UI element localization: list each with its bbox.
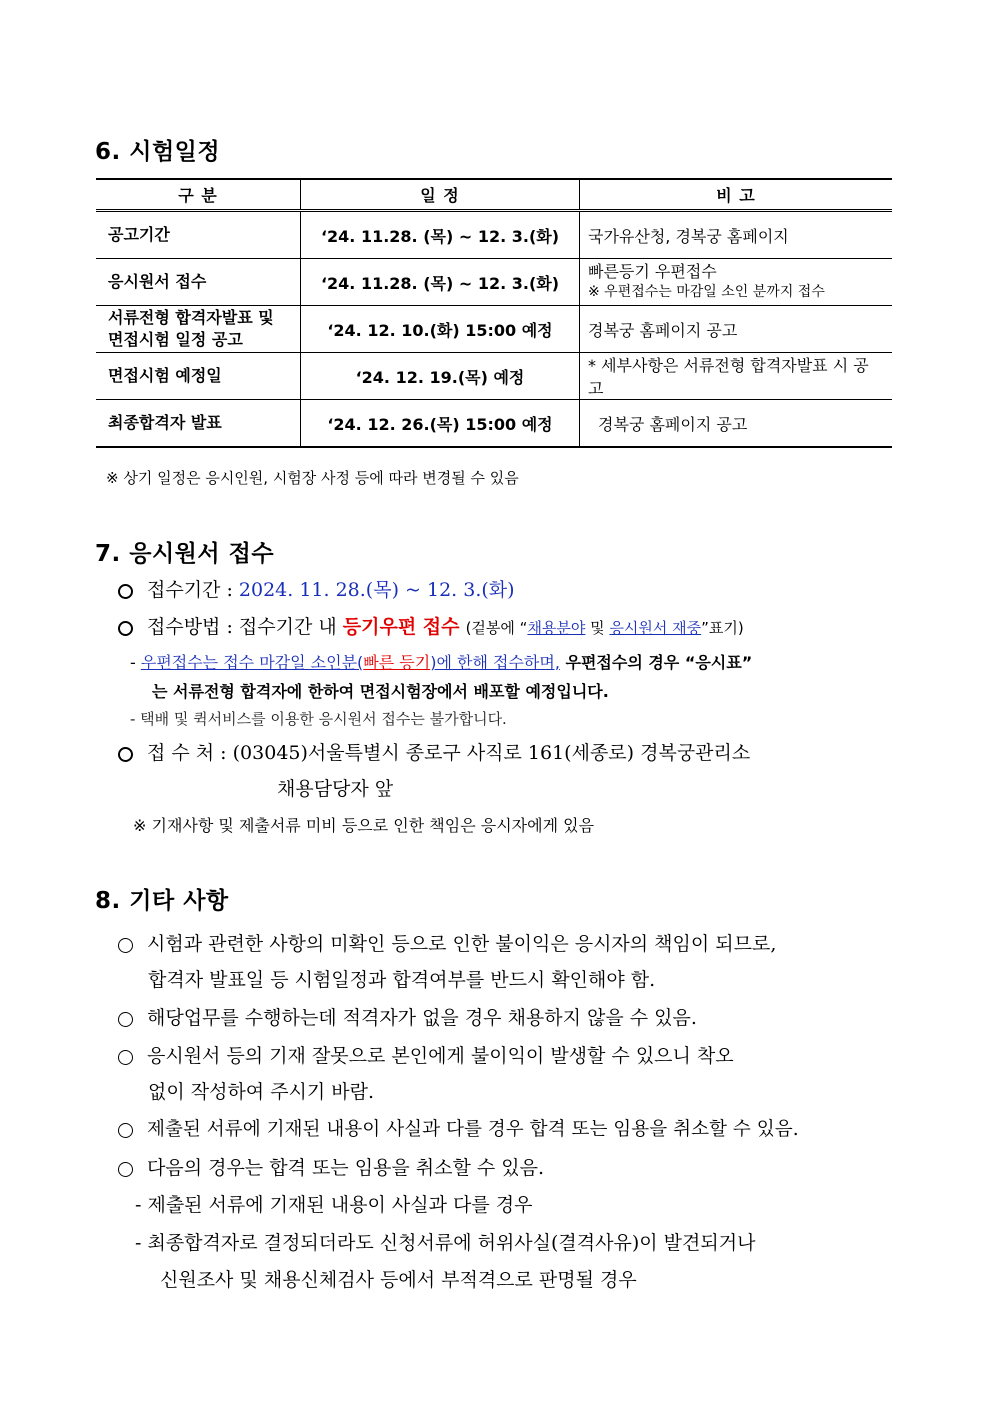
section7-title: 7. 응시원서 접수: [95, 541, 275, 567]
method-note-pre: (겉봉에 “: [465, 619, 528, 637]
sub-item: - 제출된 서류에 기재된 내용이 사실과 다를 경우: [135, 1194, 533, 1216]
postal-note-line2: 는 서류전형 합격자에 한하여 면접시험장에서 배포할 예정입니다.: [152, 682, 609, 701]
place-line2: 채용담당자 앞: [277, 778, 394, 800]
postal-note-a: 우편접수는 접수 마감일 소인분(: [140, 653, 364, 672]
table-row: [96, 211, 892, 259]
header-category: 구 분: [96, 179, 301, 211]
header-note: 비 고: [580, 179, 893, 211]
period-value: 2024. 11. 28.(목) ~ 12. 3.(화): [238, 579, 515, 601]
method-note-post: ”표기): [701, 619, 744, 637]
place-value: (03045)서울특별시 종로구 사직로 161(세종로) 경복궁관리소: [232, 742, 751, 764]
circle-bullet-icon: [118, 1123, 133, 1138]
postal-note-d: 우편접수의 경우 “응시표”: [559, 653, 753, 672]
method-note-enclosed: 응시원서 재중: [609, 619, 702, 637]
table-row: [96, 306, 892, 353]
table-row: [96, 353, 892, 400]
list-item-text: 응시원서 등의 기재 잘못으로 본인에게 불이익이 발생할 수 있으니 착오: [147, 1045, 734, 1067]
circle-bullet-icon: [118, 1050, 133, 1065]
row-note: 경복궁 홈페이지 공고: [580, 400, 893, 448]
list-item: [118, 1153, 544, 1180]
row-item-line2: 면접시험 일정 공고: [108, 330, 243, 349]
row-date: ‘24. 12. 26.(목) 15:00 예정: [301, 400, 580, 448]
row-note-sub: ※ 우편접수는 마감일 소인 분까지 접수: [588, 284, 825, 300]
section7-note: ※ 기재사항 및 제출서류 미비 등으로 인한 책임은 응시자에게 있음: [133, 816, 595, 835]
method-note-and: 및: [585, 619, 610, 637]
row-item: 서류전형 합격자발표 및: [108, 308, 274, 327]
bullet-icon: [118, 621, 133, 636]
circle-bullet-icon: [118, 938, 133, 953]
list-item-text: 제출된 서류에 기재된 내용이 사실과 다를 경우 합격 또는 임용을 취소할 수 있음.: [147, 1119, 799, 1140]
sub-item-cont: 신원조사 및 채용신체검사 등에서 부적격으로 판명될 경우: [160, 1269, 637, 1291]
postal-note-b: 빠른 등기: [363, 653, 431, 672]
row-note-cell: [580, 259, 893, 306]
list-item-text: 해당업무를 수행하는데 적격자가 없을 경우 채용하지 않을 수 있음.: [147, 1007, 697, 1029]
period-label: 접수기간 :: [147, 579, 233, 601]
courier-note: - 택배 및 퀵서비스를 이용한 응시원서 접수는 불가합니다.: [130, 710, 507, 728]
schedule-footnote: ※ 상기 일정은 응시인원, 시험장 사정 등에 따라 변경될 수 있음: [106, 469, 519, 487]
bullet-icon: [118, 584, 133, 599]
row-note: 빠른등기 우편접수: [588, 262, 717, 281]
method-label: 접수방법 : 접수기간 내: [147, 616, 337, 638]
list-item-text: 다음의 경우는 합격 또는 임용을 취소할 수 있음.: [147, 1157, 545, 1179]
circle-bullet-icon: [118, 1012, 133, 1027]
list-item-cont: 없이 작성하여 주시기 바람.: [148, 1081, 375, 1103]
method-note: [466, 619, 744, 637]
list-item-cont: 합격자 발표일 등 시험일정과 합격여부를 반드시 확인해야 함.: [148, 969, 656, 991]
section8-title: 8. 기타 사항: [95, 888, 229, 914]
row-item: 면접시험 예정일: [96, 353, 301, 400]
row-item-cell: [96, 306, 301, 353]
list-item-text: 시험과 관련한 사항의 미확인 등으로 인한 불이익은 응시자의 책임이 되므로,: [147, 933, 777, 955]
place-label: 접 수 처 :: [147, 742, 227, 764]
row-note: 경복궁 홈페이지 공고: [580, 306, 893, 353]
list-item: [118, 1041, 734, 1068]
row-date: ‘24. 11.28. (목) ~ 12. 3.(화): [301, 259, 580, 306]
list-item: [118, 1115, 799, 1141]
schedule-table: [96, 178, 892, 448]
row-note: 국가유산청, 경복궁 홈페이지: [580, 211, 893, 259]
place-line: [118, 738, 750, 765]
postal-note-line1: - 우편접수는 접수 마감일 소인분(빠른 등기)에 한해 접수하며, 우편접수의 경우 “응시표”: [130, 653, 753, 672]
row-date: ‘24. 11.28. (목) ~ 12. 3.(화): [301, 211, 580, 259]
postal-note-c: )에 한해 접수하며,: [430, 653, 560, 672]
method-line: [118, 612, 744, 639]
row-item: 응시원서 접수: [96, 259, 301, 306]
period-line: [118, 575, 515, 602]
method-value: 등기우편 접수: [342, 616, 460, 638]
table-row: [96, 259, 892, 306]
list-item: [118, 1003, 697, 1030]
row-note: * 세부사항은 서류전형 합격자발표 시 공고: [580, 353, 893, 400]
table-header-row: [96, 179, 892, 211]
row-item: 공고기간: [96, 211, 301, 259]
row-date: ‘24. 12. 10.(화) 15:00 예정: [301, 306, 580, 353]
method-note-field: 채용분야: [527, 619, 586, 637]
sub-item: - 최종합격자로 결정되더라도 신청서류에 허위사실(결격사유)이 발견되거나: [135, 1232, 756, 1254]
table-row: [96, 400, 892, 448]
section6-title: 6. 시험일정: [95, 139, 221, 165]
circle-bullet-icon: [118, 1162, 133, 1177]
list-item: [118, 929, 776, 956]
row-item: 최종합격자 발표: [96, 400, 301, 448]
row-date: ‘24. 12. 19.(목) 예정: [301, 353, 580, 400]
header-schedule: 일 정: [301, 179, 580, 211]
bullet-icon: [118, 747, 133, 762]
